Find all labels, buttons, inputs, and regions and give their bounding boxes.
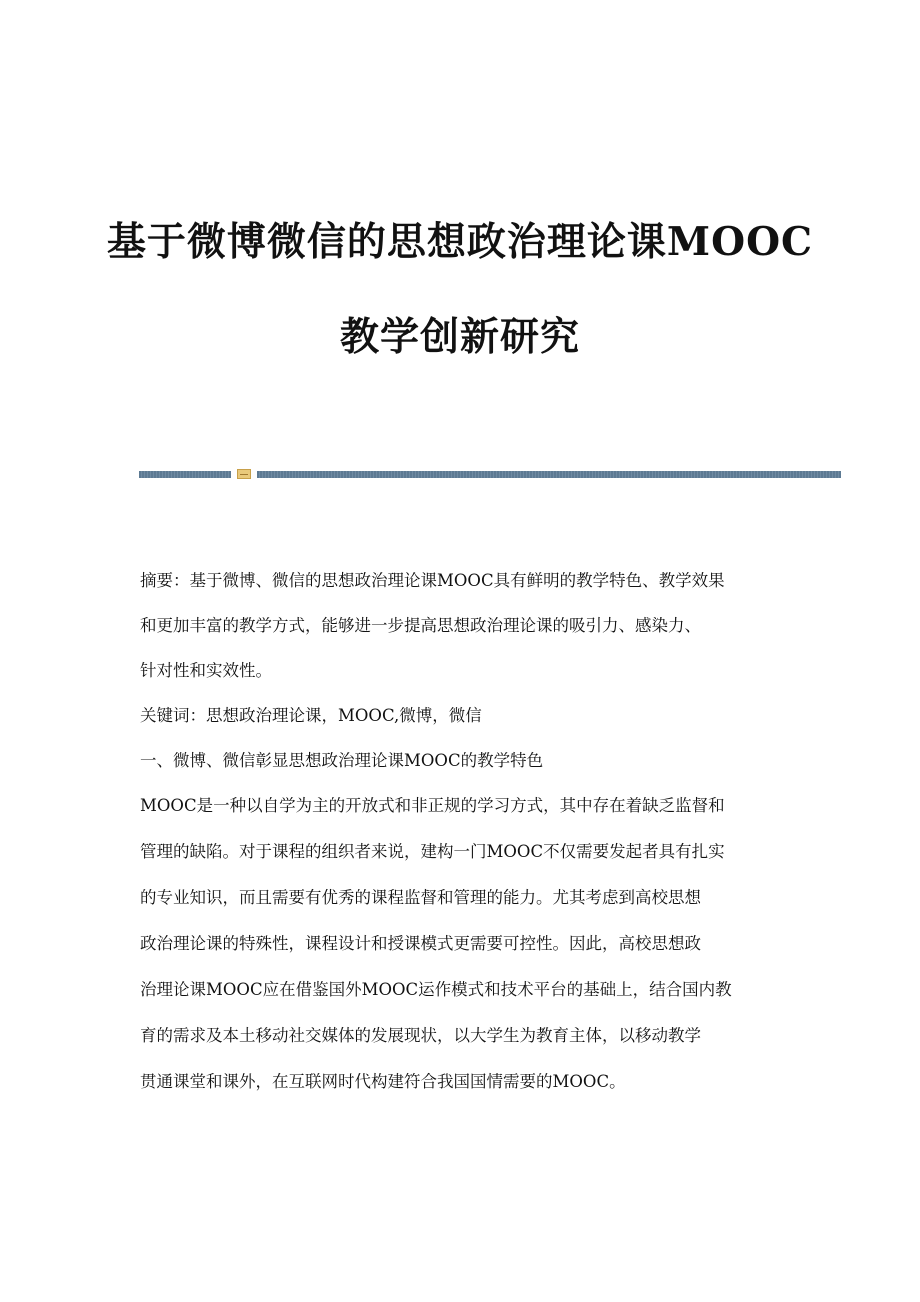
paragraph-line: 育的需求及本土移动社交媒体的发展现状，以大学生为教育主体，以移动教学 <box>140 1026 701 1045</box>
document-body <box>140 566 785 1096</box>
paragraph-line: 贯通课堂和课外，在互联网时代构建符合我国国情需要的MOOC。 <box>140 1072 626 1091</box>
document-title-line-1: 基于微博微信的思想政治理论课MOOC <box>106 219 814 265</box>
abstract-line: 和更加丰富的教学方式，能够进一步提高思想政治理论课的吸引力、感染力、 <box>140 616 701 635</box>
keywords-line: 关键词：思想政治理论课，MOOC,微博，微信 <box>140 706 482 725</box>
title-divider <box>139 469 841 479</box>
divider-emblem-icon <box>237 469 251 479</box>
paragraph-line: 的专业知识，而且需要有优秀的课程监督和管理的能力。尤其考虑到高校思想 <box>140 888 701 907</box>
divider-bar-left <box>139 471 231 478</box>
paragraph-line: MOOC是一种以自学为主的开放式和非正规的学习方式，其中存在着缺乏监督和 <box>140 796 725 815</box>
document-title-line-2: 教学创新研究 <box>339 314 580 360</box>
paragraph-line: 管理的缺陷。对于课程的组织者来说，建构一门MOOC不仅需要发起者具有扎实 <box>140 842 725 861</box>
abstract-paragraph <box>140 566 785 685</box>
abstract-line: 针对性和实效性。 <box>140 661 272 680</box>
paragraph-line: 政治理论课的特殊性，课程设计和授课模式更需要可控性。因此，高校思想政 <box>140 934 701 953</box>
divider-bar-right <box>257 471 841 478</box>
section-1-paragraph <box>140 791 785 1096</box>
section-1-heading: 一、微博、微信彰显思想政治理论课MOOC的教学特色 <box>140 751 544 770</box>
paragraph-line: 治理论课MOOC应在借鉴国外MOOC运作模式和技术平台的基础上，结合国内教 <box>140 980 732 999</box>
abstract-line: 摘要：基于微博、微信的思想政治理论课MOOC具有鲜明的教学特色、教学效果 <box>140 571 725 590</box>
